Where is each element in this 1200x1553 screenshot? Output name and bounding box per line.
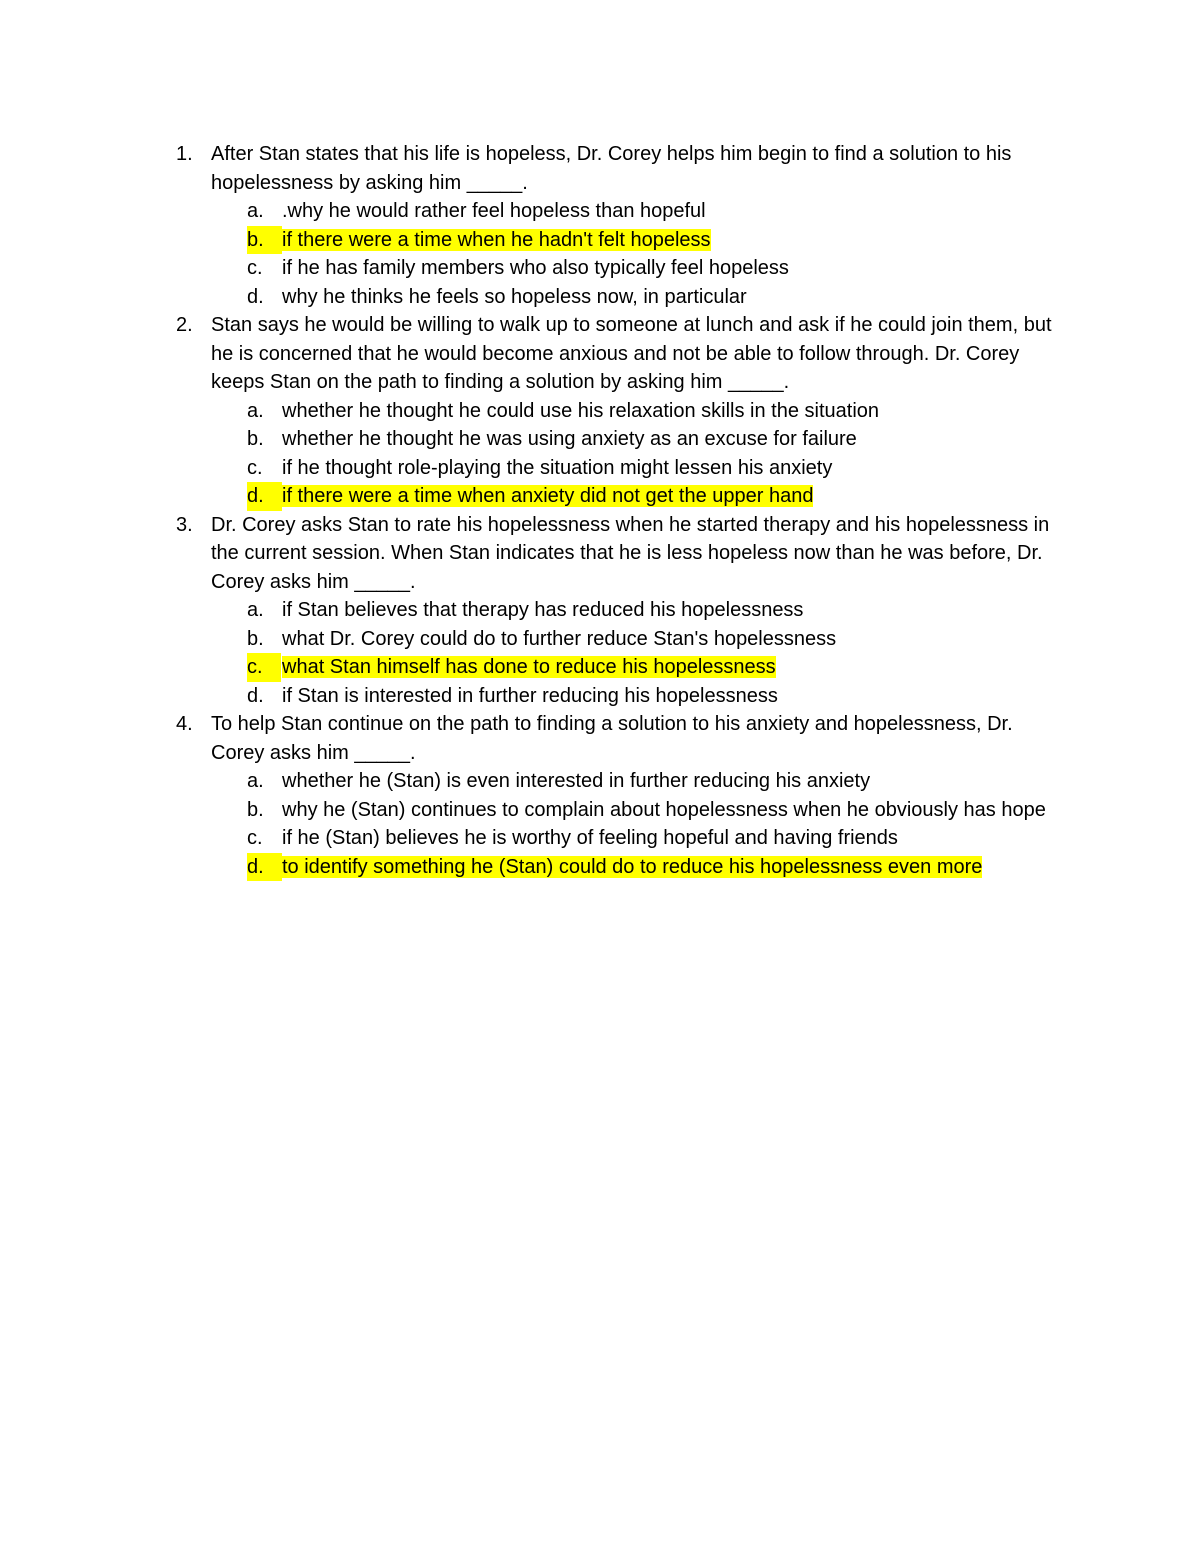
question-text: After Stan states that his life is hopeless, Dr. Corey helps him begin to find a solution to his hopelessness by asking him _____. <box>211 143 1012 194</box>
option-d-highlighted <box>211 853 1060 882</box>
option-a <box>211 767 1060 796</box>
question-number: 2. <box>176 314 193 336</box>
option-d <box>211 283 1060 312</box>
option-c <box>211 824 1060 853</box>
option-text: whether he thought he could use his relaxation skills in the situation <box>282 399 880 422</box>
option-text: if there were a time when he hadn't felt hopeless <box>282 228 711 251</box>
option-a <box>211 596 1060 625</box>
option-text: why he (Stan) continues to complain about hopelessness when he obviously has hope <box>282 798 1046 821</box>
option-c <box>211 454 1060 483</box>
option-text: .why he would rather feel hopeless than hopeful <box>282 200 706 222</box>
option-letter: b. <box>247 428 264 450</box>
option-text: if he has family members who also typically feel hopeless <box>282 257 789 279</box>
option-c <box>211 254 1060 283</box>
option-text: to identify something he (Stan) could do to reduce his hopelessness even more <box>282 855 983 878</box>
option-letter: a. <box>247 399 264 422</box>
option-letter: b. <box>247 798 264 821</box>
question-text: Stan says he would be willing to walk up to someone at lunch and ask if he could join them, but he is concerned that he would become anxious and not be able to follow through. Dr. Corey keeps Stan on the path to finding a solution by asking him _____. <box>211 314 1052 393</box>
option-letter: b. <box>247 627 264 650</box>
option-letter: c. <box>247 827 263 849</box>
question-list <box>0 140 1200 881</box>
option-text: what Stan himself has done to reduce his hopelessness <box>282 656 776 678</box>
option-c-highlighted <box>211 653 1060 682</box>
option-text: if Stan is interested in further reducing his hopelessness <box>282 684 778 707</box>
option-b <box>211 425 1060 454</box>
question-number: 3. <box>176 513 193 536</box>
option-text: why he thinks he feels so hopeless now, in particular <box>282 285 747 308</box>
option-letter: b. <box>247 226 282 255</box>
option-b <box>211 625 1060 654</box>
option-letter: a. <box>247 599 264 621</box>
option-list <box>211 197 1060 311</box>
option-letter: c. <box>247 456 263 479</box>
question-3 <box>0 511 1200 711</box>
option-a <box>211 197 1060 226</box>
option-letter: a. <box>247 770 264 792</box>
option-list <box>211 596 1060 710</box>
question-1 <box>0 140 1200 311</box>
option-text: if Stan believes that therapy has reduced his hopelessness <box>282 599 804 621</box>
option-text: what Dr. Corey could do to further reduce Stan's hopelessness <box>282 627 837 650</box>
option-a <box>211 397 1060 426</box>
question-number: 1. <box>176 143 193 165</box>
option-d-highlighted <box>211 482 1060 511</box>
option-letter: d. <box>247 482 282 511</box>
option-text: if there were a time when anxiety did not get the upper hand <box>282 485 814 507</box>
question-2 <box>0 311 1200 511</box>
option-b <box>211 796 1060 825</box>
option-letter: c. <box>247 653 281 682</box>
option-letter: d. <box>247 853 282 882</box>
option-letter: c. <box>247 257 263 279</box>
question-4 <box>0 710 1200 881</box>
option-list <box>211 767 1060 881</box>
option-text: if he (Stan) believes he is worthy of feeling hopeful and having friends <box>282 827 898 849</box>
option-letter: a. <box>247 200 264 222</box>
option-letter: d. <box>247 684 264 707</box>
option-letter: d. <box>247 285 264 308</box>
question-text: Dr. Corey asks Stan to rate his hopelessness when he started therapy and his hopelessness in the current session. When Stan indicates that he is less hopeless now than he was before, Dr. Corey asks him _____. <box>211 513 1050 593</box>
option-d <box>211 682 1060 711</box>
option-text: whether he (Stan) is even interested in further reducing his anxiety <box>282 770 871 792</box>
option-b-highlighted <box>211 226 1060 255</box>
option-text: whether he thought he was using anxiety as an excuse for failure <box>282 428 857 450</box>
option-list <box>211 397 1060 511</box>
question-number: 4. <box>176 713 193 735</box>
option-text: if he thought role-playing the situation might lessen his anxiety <box>282 456 833 479</box>
question-text: To help Stan continue on the path to finding a solution to his anxiety and hopelessness, Dr. Corey asks him _____. <box>211 713 1013 764</box>
